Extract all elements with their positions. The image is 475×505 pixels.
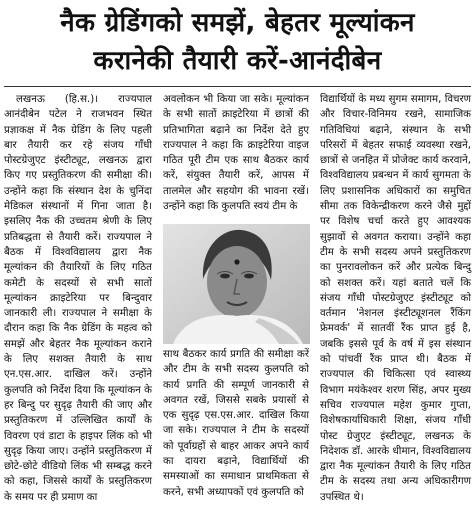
column-3-text: विद्यार्थियों के मध्य सुगम समागम, विचरण और विचार-विनिमय रखने, सामाजिक गतिविधियां बढ़ाने, संस्थान के सभी परिसरों में बेहतर सफाई व्यवस्था रखने, छात्रों से जनहित में प्रोजेक्ट कार्य करवाने, विश्वविद्यालय प्रबन्धन में कार्य सुगमता के लिए प्रशासनिक अधिकारों का समुचित सीमा तक विकेन्द्रीकरण करने जैसे मुद्दों पर विशेष चर्चा करते हुए आवश्यक सुझावों से अवगत कराया। उन्होंने कहा टीम के सभी सदस्य अपने प्रस्तुतिकरण का पुनरावलोकन करें और प्रत्येक बिन्दु को सशक्त करें। यहां बताते चलें कि संजय गाँधी पोस्टग्रेजुएट इंस्टीट्यूट को वर्तमान 'नेशनल इंस्टीट्यूशनल रैंकिंग फ्रेमवर्क' में सातवीं रैंक प्राप्त हुई है, जबकि इससे पूर्व के वर्ष में इस संस्थान को पांचवीं रैंक प्राप्त थी। बैठक में राज्यपाल की चिकित्सा एवं स्वास्थ्य विभाग मयंकेश्वर शरण सिंह, अपर मुख्य सचिव राज्यपाल महेश कुमार गुप्ता, विशेषकार्याधिकारी शिक्षा, संजय गाँधी पोस्ट ग्रेजुएट इंस्टीट्यूट, लखनऊ के निदेशक डॉ. आरके धीमान, विश्वविद्यालय द्वारा नैक मूल्यांकन तैयारी के लिए गठित टीम के सदस्य तथा अन्य अधिकारीगण उपस्थित थे। xyxy=(320,94,471,503)
article-column-2-top xyxy=(163,92,309,222)
article-column-3 xyxy=(320,92,471,503)
headline-divider xyxy=(4,86,471,87)
headline-line-1: नैक ग्रेडिंगको समझें, बेहतर मूल्यांकन xyxy=(60,8,415,38)
portrait-image xyxy=(163,224,310,344)
column-2-top-text: अवलोकन भी किया जा सके। मूल्यांकन के सभी सातों क्राइटेरिया में छात्रों की प्रतिभागिता बढ़ाने का निर्देश देते हुए राज्यपाल ने कहा कि क्राइटेरिया वाइज गठित पूरी टीम एक साथ बैठकर कार्य करें, संयुक्त तैयारी करें, आपस में तालमेल और सहयोग की भावना रखें। उन्होंने कहा कि कुलपति स्वयं टीम के xyxy=(163,94,309,213)
headline xyxy=(0,4,475,80)
headline-line-2: करानेकी तैयारी करें-आनंदीबेन xyxy=(93,46,382,76)
article-column-1 xyxy=(4,92,152,503)
column-1-text: लखनऊ (हि.स.)। राज्यपाल आनंदीबेन पटेल ने राजभवन स्थित प्रज्ञाकक्ष में नैक ग्रेडिंग के लिए पहली बार तैयारी कर रहे संजय गाँधी पोस्टग्रेजुएट इंस्टीट्यूट, लखनऊ द्वारा किए गए प्रस्तुतिकरण की समीक्षा की। उन्होंने कहा कि संस्थान देश के चुनिंदा मेडिकल संस्थानों में गिना जाता है। इसलिए नैक की उच्चतम श्रेणी के लिए प्रतिबद्धता से तैयारी करें। राज्यपाल ने बैठक में विश्वविद्यालय द्वारा नैक मूल्यांकन की तैयारियों के लिए गठित कमेटी के सदस्यों से सभी सातों मूल्यांकन क्राइटेरिया पर बिन्दुवार जानकारी ली। राज्यपाल ने समीक्षा के दौरान कहा कि नैक ग्रेडिंग के महत्व को समझें और बेहतर नैक मूल्यांकन कराने के लिए सशक्त तैयारी के साथ एन.एस.आर. दाखिल करें। उन्होंने कुलपति को निर्देश दिया कि मूल्यांकन के हर बिन्दु पर सुदृढ़ तैयारी की जाए और प्रस्तुतिकरण में उल्लिखित कार्यों के विवरण एवं डाटा के हाइपर लिंक को भी सुदृढ़ किया जाए। उन्होंने प्रस्तुतिकरण में छोटे-छोटे वीडियो लिंक भी सम्बद्ध करने को कहा, जिससे कार्यों के प्रस्तुतिकरण के समय पर ही प्रमाण का xyxy=(4,94,152,503)
article-column-2-bottom xyxy=(163,347,309,497)
column-2-bottom-text: साथ बैठकर कार्य प्रगति की समीक्षा करें और टीम के सभी सदस्य कुलपति को कार्य प्रगति की सम्पूर्ण जानकारी से अवगत रखें, जिससे सबके प्रयासों से एक सुदृढ़ एस.एस.आर. दाखिल किया जा सके। राज्यपाल ने टीम के सदस्यों को पूर्वाग्रहों से बाहर आकर अपने कार्य का दायरा बढ़ाने, विद्यार्थियों की समस्याओं का समाधान प्राथमिकता से करने, सभी अध्यापकों एवं कुलपति को xyxy=(163,349,309,498)
governor-photo xyxy=(163,224,310,344)
